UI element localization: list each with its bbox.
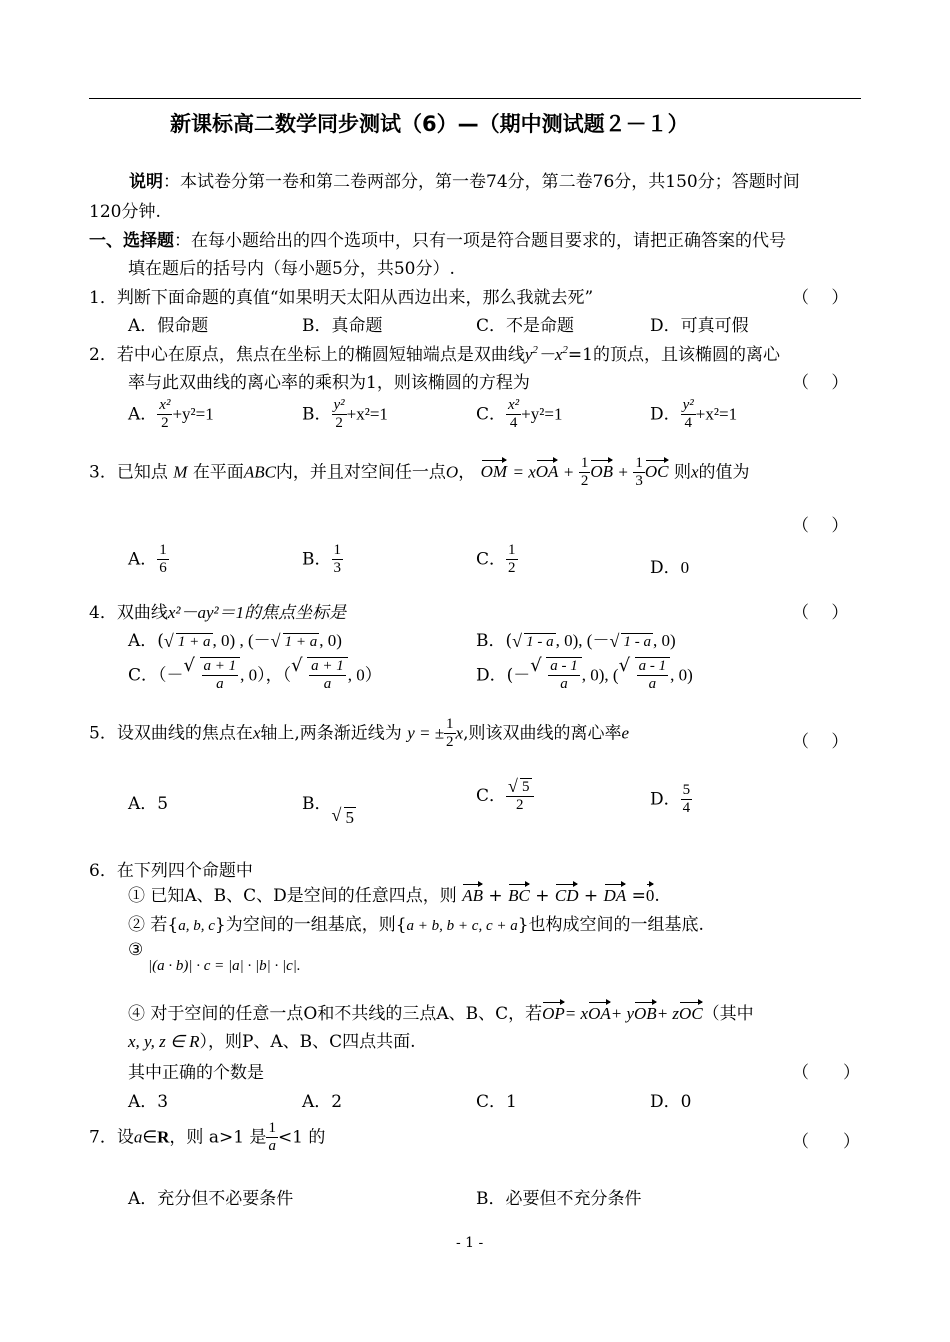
intro-line2: 120分钟. <box>89 202 161 222</box>
q3-half-d: 2 <box>580 473 589 490</box>
q3-b-n: 1 <box>332 542 344 560</box>
q1-stem: 1．判断下面命题的真值“如果明天太阳从西边出来，那么我就去死” <box>89 288 594 308</box>
q4-c-sqrt-2 <box>291 657 348 694</box>
q2-b-den: 2 <box>335 415 343 432</box>
q4-a-rad-1: 1 + a <box>177 634 211 650</box>
q4-c-open: C．（－ <box>128 665 184 686</box>
q4-option-c <box>128 657 382 694</box>
q4-a-rad-2: 1 + a <box>284 634 318 650</box>
q7-fd: a <box>268 1138 276 1155</box>
q7-text-4: <1 的 <box>277 1127 326 1148</box>
q5-c-sqrt <box>508 778 532 796</box>
q6-s4-end: ），则P、A、B、C四点共面. <box>199 1032 416 1052</box>
q2-d-num: y² <box>681 397 696 415</box>
q7-fn: 1 <box>266 1120 278 1138</box>
q7-text-3: ，则 a>1 是 <box>169 1127 267 1148</box>
q6-s4-op: OP <box>542 998 565 1024</box>
q6-s3-expression: |(a · b)| · c = |a| · |b| · |c|. <box>148 958 301 974</box>
q3-third-n: 1 <box>633 455 645 473</box>
q2-hyperbola: $y^2-x^2$ <box>524 344 568 364</box>
q6-s4-oa: OA <box>588 998 611 1024</box>
q1-answer-paren: （ ） <box>792 288 849 308</box>
q4-c-frac-1 <box>202 658 239 694</box>
intro-line1 <box>129 167 800 192</box>
q5-e: e <box>621 723 630 743</box>
q3-text-6: 的值为 <box>698 462 750 483</box>
q5-c-frac <box>506 778 534 815</box>
q5-answer-paren: （ ） <box>792 732 849 752</box>
q4-d-open: D．(－ <box>476 665 531 686</box>
q2-c-num: x² <box>506 397 521 415</box>
section1-label: 一、选择题 <box>89 231 174 251</box>
q4-d-n1: √ a - 1 <box>548 658 580 676</box>
q5-option-a: A．5 <box>128 794 169 814</box>
q5-c-d: 2 <box>516 797 524 814</box>
q3-d-val: 0 <box>680 558 690 577</box>
q4-eq: x²－ay²＝1的焦点坐标是 <box>167 603 347 622</box>
intro-text: ：本试卷分第一卷和第二卷两部分，第一卷74分，第二卷76分，共150分；答题时间 <box>163 172 800 192</box>
q3-option-d <box>650 553 689 578</box>
q2-option-c <box>476 397 562 433</box>
q4-a-end: , 0) <box>319 631 342 650</box>
q4-d-d1: a <box>560 676 568 693</box>
q3-half <box>579 455 591 491</box>
q6-s4-paren: （其中 <box>702 1004 754 1024</box>
q2-d-rest: +x²=1 <box>695 404 738 424</box>
q6-s2-open: ② 若{ <box>128 915 179 935</box>
q2-text-a: 2．若中心在原点，焦点在坐标上的椭圆短轴端点是双曲线 <box>89 345 525 365</box>
q5-b-label: B． <box>302 794 332 814</box>
q5-d-frac <box>681 782 693 818</box>
q3-text-3: 内，并且对空间任一点 <box>275 462 446 483</box>
q1-option-d: D．可真可假 <box>650 316 749 336</box>
q5-x2: x <box>455 723 464 743</box>
q6-option-a: A．3 <box>128 1092 169 1112</box>
q5-option-c <box>476 778 534 815</box>
q5-frac <box>444 716 456 752</box>
q3-plane-abc: ABC <box>243 462 276 482</box>
q5-c-rad: 5 <box>522 779 530 795</box>
q3-answer-paren: （ ） <box>792 516 849 536</box>
q1-option-c: C．不是命题 <box>476 316 575 336</box>
q5-d-label: D． <box>650 789 681 810</box>
q5-text-1: 5．设双曲线的焦点在 <box>89 723 253 744</box>
q7-in: ∈ <box>142 1127 158 1147</box>
q6-s4-eq: = x <box>564 1004 589 1023</box>
q1-option-b: B．真命题 <box>302 316 383 336</box>
q2-d-label: D． <box>650 404 681 425</box>
q4-c-n2: √ a + 1 <box>309 658 346 676</box>
q4-a-sqrt-1 <box>164 633 213 651</box>
q4-b-open: B．( <box>476 631 513 651</box>
q7-text-1: 7．设 <box>89 1127 134 1148</box>
q3-b-frac <box>332 542 344 578</box>
q3-c-n: 1 <box>506 542 518 560</box>
q4-c-frac-2 <box>309 658 346 694</box>
q6-count: 其中正确的个数是 <box>128 1063 264 1083</box>
q3-a-d: 6 <box>159 560 167 577</box>
q3-b-label: B． <box>302 549 332 570</box>
q5-c-num <box>506 778 534 797</box>
q4-d-sqrt-2 <box>619 657 671 694</box>
page-title: 新课标高二数学同步测试（6）—（期中测试题２－１） <box>170 112 689 136</box>
q4-d-n2: √ a - 1 <box>637 658 669 676</box>
q6-option-b: A．2 <box>302 1092 343 1112</box>
q2-option-b <box>302 397 388 433</box>
q3-stem <box>89 455 749 491</box>
q3-c-d: 2 <box>508 560 516 577</box>
q6-s1-text: ① 已知A、B、C、D是空间的任意四点，则 <box>128 886 457 906</box>
q3-b-d: 3 <box>333 560 341 577</box>
q3-a-frac <box>157 542 169 578</box>
q3-option-c <box>476 542 518 578</box>
q4-b-end: , 0) <box>652 631 676 650</box>
q3-c-label: C． <box>476 549 507 570</box>
q2-d-den: 4 <box>684 415 692 432</box>
q3-text-5: 则 <box>673 462 691 483</box>
q4-d-frac-2 <box>637 658 669 694</box>
q2-c-rest: +y²=1 <box>521 404 563 424</box>
q2-a-num: x² <box>157 397 172 415</box>
q4-answer-paren: （ ） <box>792 603 849 623</box>
q5-option-b <box>302 789 356 827</box>
q2-option-d <box>650 397 737 433</box>
q6-option-d: D．0 <box>650 1092 692 1112</box>
q6-s4-y: + y <box>610 1004 635 1023</box>
q2-line1 <box>89 340 780 365</box>
q3-a-n: 1 <box>157 542 169 560</box>
q2-c-den: 4 <box>509 415 518 432</box>
q6-s4-oc: OC <box>679 998 703 1024</box>
q4-option-b <box>476 626 676 651</box>
q2-c-fraction <box>506 397 521 433</box>
q3-vec-ob: OB <box>590 456 613 482</box>
q3-text-1: 3．已知点 <box>89 462 168 483</box>
q7-option-a: A．充分但不必要条件 <box>128 1189 294 1209</box>
q7-a: a <box>133 1127 143 1147</box>
q6-s2-end: }也构成空间的一组基底. <box>517 915 704 935</box>
q2-b-label: B． <box>302 404 332 425</box>
q3-d-label: D． <box>650 558 681 578</box>
section1-line2: 填在题后的括号内（每小题5分，共50分）. <box>128 259 455 279</box>
q6-answer-paren: （ ） <box>792 1063 860 1083</box>
q4-c-n1: √ a + 1 <box>202 658 239 676</box>
q6-statement-2 <box>128 910 704 935</box>
q6-s4-text: ④ 对于空间的任意一点O和不共线的三点A、B、C，若 <box>128 1004 543 1024</box>
q6-s1-bc: BC <box>508 880 530 906</box>
q3-plus-1: + <box>563 462 574 482</box>
q6-s1-zero: 0 <box>646 880 655 906</box>
q4-b-rad-1: 1 - a <box>526 634 554 650</box>
q4-b-mid: , 0), (－ <box>555 631 610 650</box>
q2-b-num: y² <box>332 397 347 415</box>
q2-a-den: 2 <box>161 415 169 432</box>
q5-text-3: ,则该双曲线的离心率 <box>463 723 622 744</box>
q3-third <box>633 455 645 491</box>
q4-stem <box>89 598 346 623</box>
q6-option-c: C．1 <box>476 1092 517 1112</box>
q7-r: R <box>157 1127 170 1147</box>
q7-frac <box>266 1120 278 1156</box>
q3-a-label: A． <box>128 549 158 570</box>
q3-option-a <box>128 542 169 578</box>
q5-c-label: C． <box>476 785 507 806</box>
q4-c-rad-2 <box>307 657 348 694</box>
q5-text-2: 轴上,两条渐近线为 <box>260 723 402 744</box>
q6-s1-cd: CD <box>555 880 579 906</box>
q3-vec-om: OM <box>481 456 507 482</box>
q4-c-sqrt-1 <box>184 657 241 694</box>
q3-eq: = x <box>512 462 536 482</box>
q5-b-sqrt <box>332 807 357 828</box>
q6-statement-4 <box>128 998 754 1024</box>
q7-answer-paren: （ ） <box>792 1132 860 1152</box>
q5-b-val: 5 <box>345 808 354 827</box>
q6-s2-set2: a + b, b + c, c + a <box>406 918 518 934</box>
q7-stem <box>89 1120 325 1156</box>
q6-s3-label: ③ <box>128 940 144 960</box>
q4-b-sqrt-2 <box>609 633 653 651</box>
q3-half-n: 1 <box>579 455 591 473</box>
q5-d-d: 4 <box>682 800 691 817</box>
page-number: - 1 - <box>456 1235 484 1251</box>
q2-a-fraction <box>157 397 172 433</box>
q4-b-rad-2: 1 - a <box>623 634 651 650</box>
q5-d-n: 5 <box>681 782 693 800</box>
q4-d-rad-1 <box>546 657 582 694</box>
q2-option-a <box>128 397 214 433</box>
q6-s4-ob: OB <box>634 998 657 1024</box>
intro-label: 说明 <box>129 172 163 192</box>
q4-text: 4．双曲线 <box>89 603 168 623</box>
q6-statement-4-cont <box>128 1027 416 1052</box>
q4-a-mid: , 0) , (－ <box>212 631 271 650</box>
q3-vec-oc: OC <box>645 456 669 482</box>
q7-option-b: B．必要但不充分条件 <box>476 1189 642 1209</box>
q2-line2: 率与此双曲线的离心率的乘积为1，则该椭圆的方程为 <box>128 373 530 393</box>
q4-d-sqrt-1 <box>530 657 582 694</box>
q2-c-label: C． <box>476 404 507 425</box>
q5-stem <box>89 716 629 752</box>
q5-x: x <box>252 723 261 743</box>
q4-option-d <box>476 657 693 694</box>
q4-d-mid: , 0), ( <box>581 665 619 685</box>
q6-s2-mid: }为空间的一组基底，则{ <box>214 915 407 935</box>
q3-x: x <box>690 462 699 482</box>
q4-b-sqrt-1 <box>512 633 556 651</box>
q4-c-rad-1 <box>200 657 241 694</box>
q4-d-frac-1 <box>548 658 580 694</box>
q4-d-rad-2 <box>635 657 671 694</box>
top-rule <box>89 98 861 99</box>
q2-text-b: =1的顶点，且该椭圆的离心 <box>567 345 780 365</box>
q6-statement-1: ① 已知A、B、C、D是空间的任意四点，则 AB + BC + CD + DA =0. <box>128 880 660 906</box>
section1-line1 <box>89 226 786 251</box>
q2-a-label: A． <box>128 404 158 425</box>
q5-fd: 2 <box>446 734 454 751</box>
q3-point-m: M <box>173 462 188 482</box>
q6-statement-3 <box>128 940 143 960</box>
q3-c-frac <box>506 542 518 578</box>
q2-a-rest: +y²=1 <box>172 404 214 424</box>
section1-text: ：在每小题给出的四个选项中，只有一项是符合题目要求的，请把正确答案的代号 <box>174 231 786 251</box>
q4-d-d2: a <box>648 676 657 693</box>
q5-option-d <box>650 782 692 818</box>
q6-s1-ab: AB <box>462 880 483 906</box>
q3-plus-2: + <box>618 462 628 482</box>
q4-c-mid: , 0），（ <box>240 665 292 685</box>
q4-c-d2: a <box>323 676 332 693</box>
q6-s2-set: a, b, c <box>178 918 215 934</box>
q2-d-fraction <box>681 397 696 433</box>
q3-third-d: 3 <box>635 473 643 490</box>
q2-b-rest: +x²=1 <box>346 404 388 424</box>
q6-stem: 6．在下列四个命题中 <box>89 861 253 881</box>
q4-a-open: A．( <box>128 631 164 651</box>
q6-s4-z: + z <box>656 1004 680 1023</box>
q5-fn: 1 <box>444 716 456 734</box>
q2-answer-paren: （ ） <box>792 373 849 393</box>
q4-c-end: , 0） <box>347 665 382 685</box>
q6-s4-set: x, y, z ∈ R <box>128 1032 200 1051</box>
q5-y: y = ± <box>407 723 445 743</box>
q3-option-b <box>302 542 343 578</box>
q4-c-d1: a <box>216 676 224 693</box>
q3-text-2: 在平面 <box>192 462 244 483</box>
q3-text-4: ， <box>458 462 476 483</box>
q6-s1-da: DA <box>604 880 627 906</box>
q4-d-end: , 0) <box>670 665 693 685</box>
q4-option-a <box>128 626 342 651</box>
q3-vec-oa: OA <box>536 456 559 482</box>
q3-point-o: O <box>445 462 459 482</box>
q2-b-fraction <box>332 397 347 433</box>
q4-a-sqrt-2 <box>271 633 320 651</box>
q1-option-a: A．假命题 <box>128 316 209 336</box>
